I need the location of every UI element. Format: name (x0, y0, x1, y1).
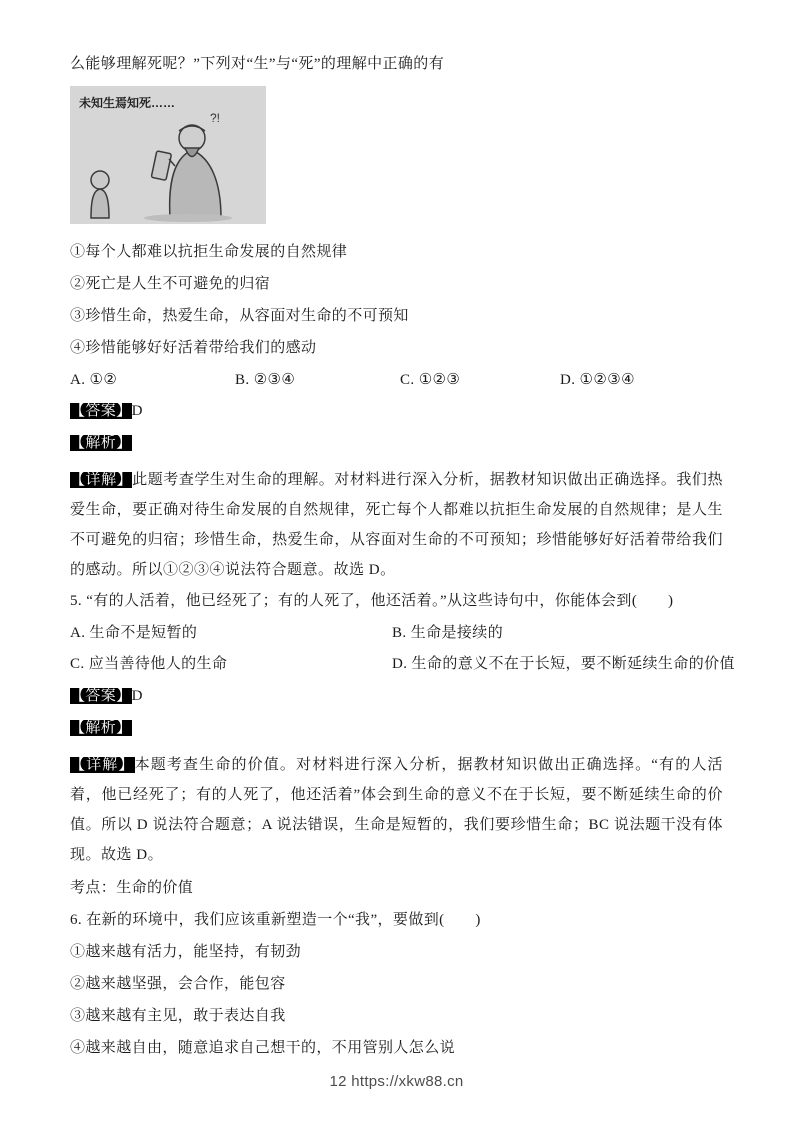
q5-detail-text: 本题考查生命的价值。对材料进行深入分析，据教材知识做出正确选择。“有的人活着，他已经死了；有的人死了，他还活着”体会到生命的意义不在于长短，要不断延续生命的价值。所以 D 说法符合题意；A 说法错误，生命是短暂的，我们要珍惜生命；BC 说法题干没有体现。故选 D。 (70, 757, 723, 863)
q5-analysis-line (70, 718, 723, 738)
q4-option-c: C. ①②③ (400, 372, 461, 388)
q6-item-3: ③越来越有主见，敢于表达自我 (70, 1008, 286, 1024)
q5-kaodian-line: 考点：生命的价值 (70, 880, 194, 896)
q5-stem: 5. “有的人活着，他已经死了；有的人死了，他还活着。”从这些诗句中，你能体会到( ) (70, 593, 674, 609)
q5-answer-label: 【答案】 (70, 688, 132, 704)
q5-option-d: D. 生命的意义不在于长短，要不断延续生命的价值 (392, 656, 735, 672)
q4-intro-text: 么能够理解死呢？”下列对“生”与“死”的理解中正确的有 (70, 56, 445, 72)
q4-options-row (70, 370, 723, 390)
q4-option-d: D. ①②③④ (560, 372, 635, 388)
cartoon-illustration (70, 86, 266, 224)
q4-detail-label: 【详解】 (70, 472, 133, 488)
footer-url: https://xkw88.cn (351, 1073, 464, 1090)
q4-item-3: ③珍惜生命，热爱生命，从容面对生命的不可预知 (70, 308, 409, 324)
q4-analysis-label: 【解析】 (70, 435, 132, 451)
q4-item-4: ④珍惜能够好好活着带给我们的感动 (70, 340, 317, 356)
q4-option-b: B. ②③④ (235, 372, 296, 388)
q5-answer-line (70, 686, 723, 706)
cartoon-punctuation-marks: ?! (210, 111, 221, 125)
q5-detail-paragraph (70, 750, 723, 870)
q6-item-4: ④越来越自由，随意追求自己想干的，不用管别人怎么说 (70, 1040, 456, 1056)
q4-option-a: A. ①② (70, 372, 118, 388)
q5-analysis-label: 【解析】 (70, 720, 132, 736)
q4-item-2: ②死亡是人生不可避免的归宿 (70, 276, 271, 292)
q4-answer-value: D (131, 403, 143, 419)
child-figure (91, 171, 109, 218)
q5-options-grid (70, 623, 735, 674)
q4-answer-label: 【答案】 (70, 403, 132, 419)
q6-item-1: ①越来越有活力，能坚持，有韧劲 (70, 944, 302, 960)
q5-option-b: B. 生命是接续的 (392, 625, 504, 641)
q4-item-1: ①每个人都难以抗拒生命发展的自然规律 (70, 244, 348, 260)
q5-detail-label: 【详解】 (70, 757, 135, 773)
q4-analysis-line (70, 433, 723, 453)
q4-detail-text: 此题考查学生对生命的理解。对材料进行深入分析，据教材知识做出正确选择。我们热爱生命，要正确对待生命发展的自然规律，死亡每个人都难以抗拒生命发展的自然规律；是人生不可避免的归宿；珍惜生命，热爱生命，从容面对生命的不可预知；珍惜能够好好活着带给我们的感动。所以①②③④说法符合题意。故选 D。 (70, 472, 723, 578)
q4-answer-line (70, 401, 723, 421)
q4-cartoon-image (70, 86, 266, 224)
q4-detail-paragraph (70, 465, 723, 585)
q6-stem: 6. 在新的环境中，我们应该重新塑造一个“我”，要做到( ) (70, 912, 481, 928)
page-footer (0, 1073, 793, 1090)
page-number: 12 (329, 1073, 347, 1090)
ground-shadow (144, 214, 232, 222)
cartoon-caption-text: 未知生焉知死…… (79, 96, 176, 110)
q5-option-a: A. 生命不是短暂的 (70, 625, 198, 641)
q6-item-2: ②越来越坚强，会合作，能包容 (70, 976, 286, 992)
q5-answer-value: D (131, 688, 143, 704)
q5-option-c: C. 应当善待他人的生命 (70, 656, 228, 672)
